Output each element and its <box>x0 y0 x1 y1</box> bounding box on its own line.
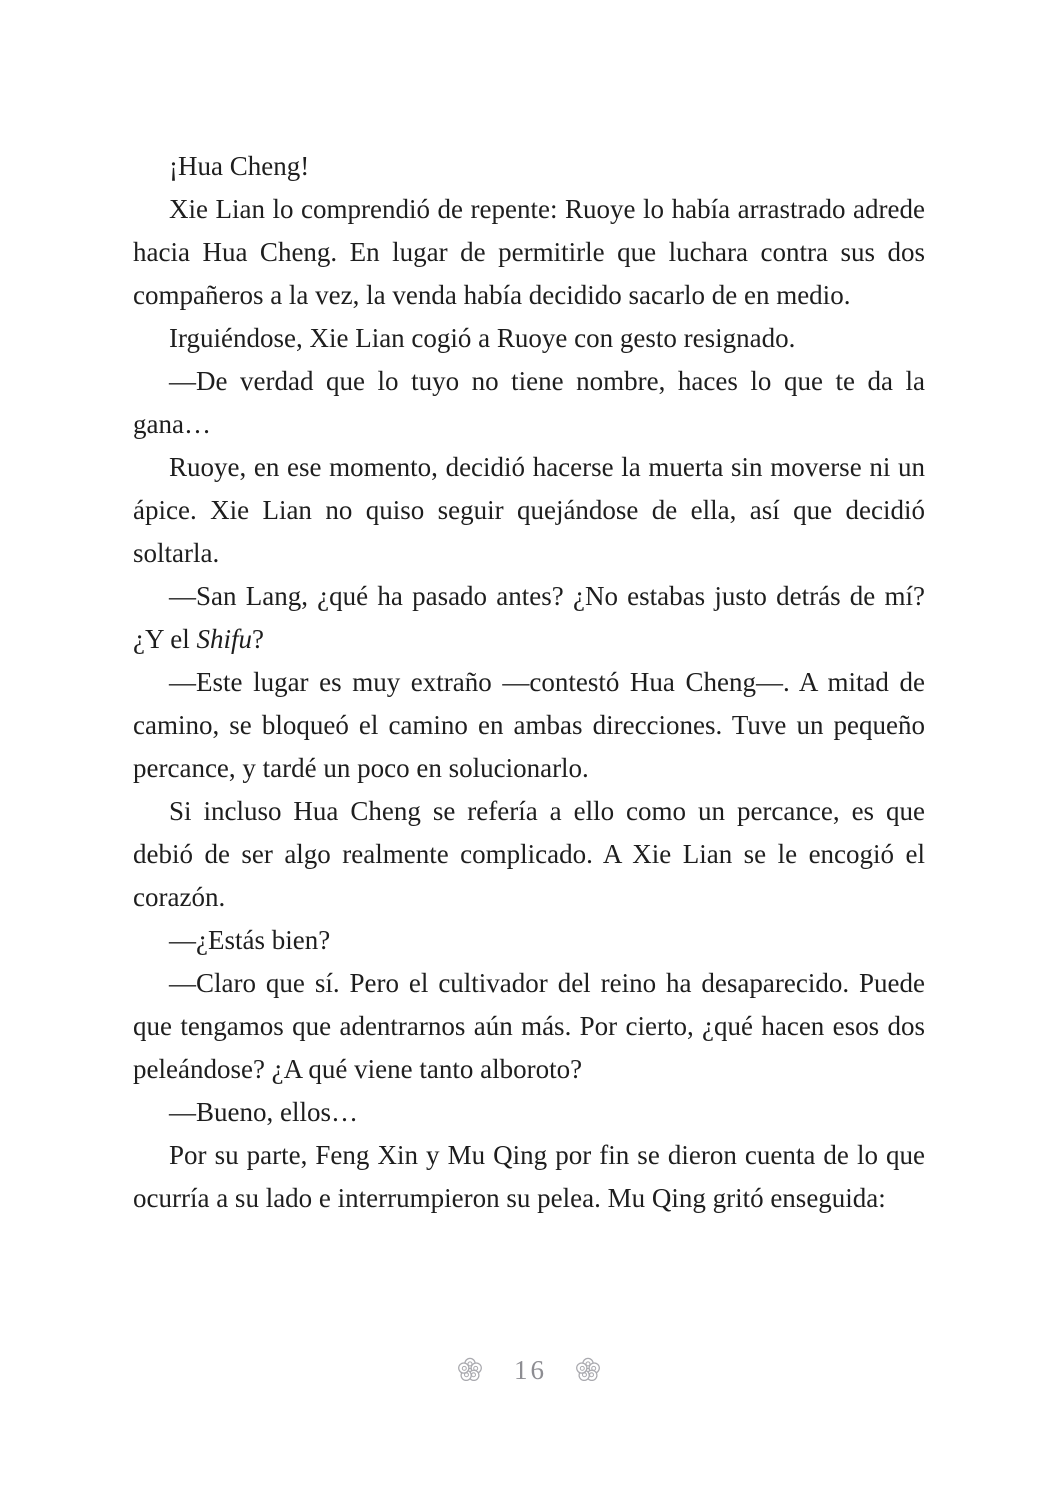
paragraph <box>133 1091 925 1134</box>
paragraph <box>133 790 925 919</box>
body-text: —Este lugar es muy extraño —contestó Hua Cheng—. A mitad de camino, se bloqueó el camino en ambas direcciones. Tuve un pequeño percance, y tardé un poco en solucionarlo. <box>133 667 925 783</box>
italic-text: Shifu <box>196 624 252 654</box>
body-text: Por su parte, Feng Xin y Mu Qing por fin se dieron cuenta de lo que ocurría a su lado e interrumpieron su pelea. Mu Qing gritó enseguida: <box>133 1140 925 1213</box>
body-text: —De verdad que lo tuyo no tiene nombre, haces lo que te da la gana… <box>133 366 925 439</box>
body-text: ¡Hua Cheng! <box>169 151 310 181</box>
page-number: 16 <box>514 1354 547 1385</box>
paragraph <box>133 145 925 188</box>
body-text: —Bueno, ellos… <box>169 1097 358 1127</box>
body-text: Ruoye, en ese momento, decidió hacerse la muerta sin moverse ni un ápice. Xie Lian no quiso seguir quejándose de ella, así que decidió soltarla. <box>133 452 925 568</box>
paragraph <box>133 919 925 962</box>
paragraph <box>133 188 925 317</box>
body-text: —¿Estás bien? <box>169 925 331 955</box>
paragraph <box>133 317 925 360</box>
paragraph <box>133 962 925 1091</box>
paragraph <box>133 446 925 575</box>
body-text: Xie Lian lo comprendió de repente: Ruoye lo había arrastrado adrede hacia Hua Cheng. En lugar de permitirle que luchara contra sus dos compañeros a la vez, la venda había decidido sacarlo de en medio. <box>133 194 925 310</box>
body-text: Si incluso Hua Cheng se refería a ello como un percance, es que debió de ser algo realmente complicado. A Xie Lian se le encogió el corazón. <box>133 796 925 912</box>
body-text: ? <box>251 624 264 654</box>
body-text: Irguiéndose, Xie Lian cogió a Ruoye con gesto resignado. <box>169 323 796 353</box>
flower-ornament-right-icon <box>573 1354 603 1386</box>
body-text: —Claro que sí. Pero el cultivador del reino ha desaparecido. Puede que tengamos que adentrarnos aún más. Por cierto, ¿qué hacen esos dos peleándose? ¿A qué viene tanto alboroto? <box>133 968 925 1084</box>
paragraph <box>133 575 925 661</box>
flower-ornament-left-icon <box>455 1354 485 1386</box>
paragraph <box>133 1134 925 1220</box>
text-block <box>133 145 925 1220</box>
paragraph <box>133 360 925 446</box>
page-footer <box>0 1348 1058 1392</box>
paragraph <box>133 661 925 790</box>
body-text: —San Lang, ¿qué ha pasado antes? ¿No estabas justo detrás de mí? ¿Y el <box>133 581 925 654</box>
